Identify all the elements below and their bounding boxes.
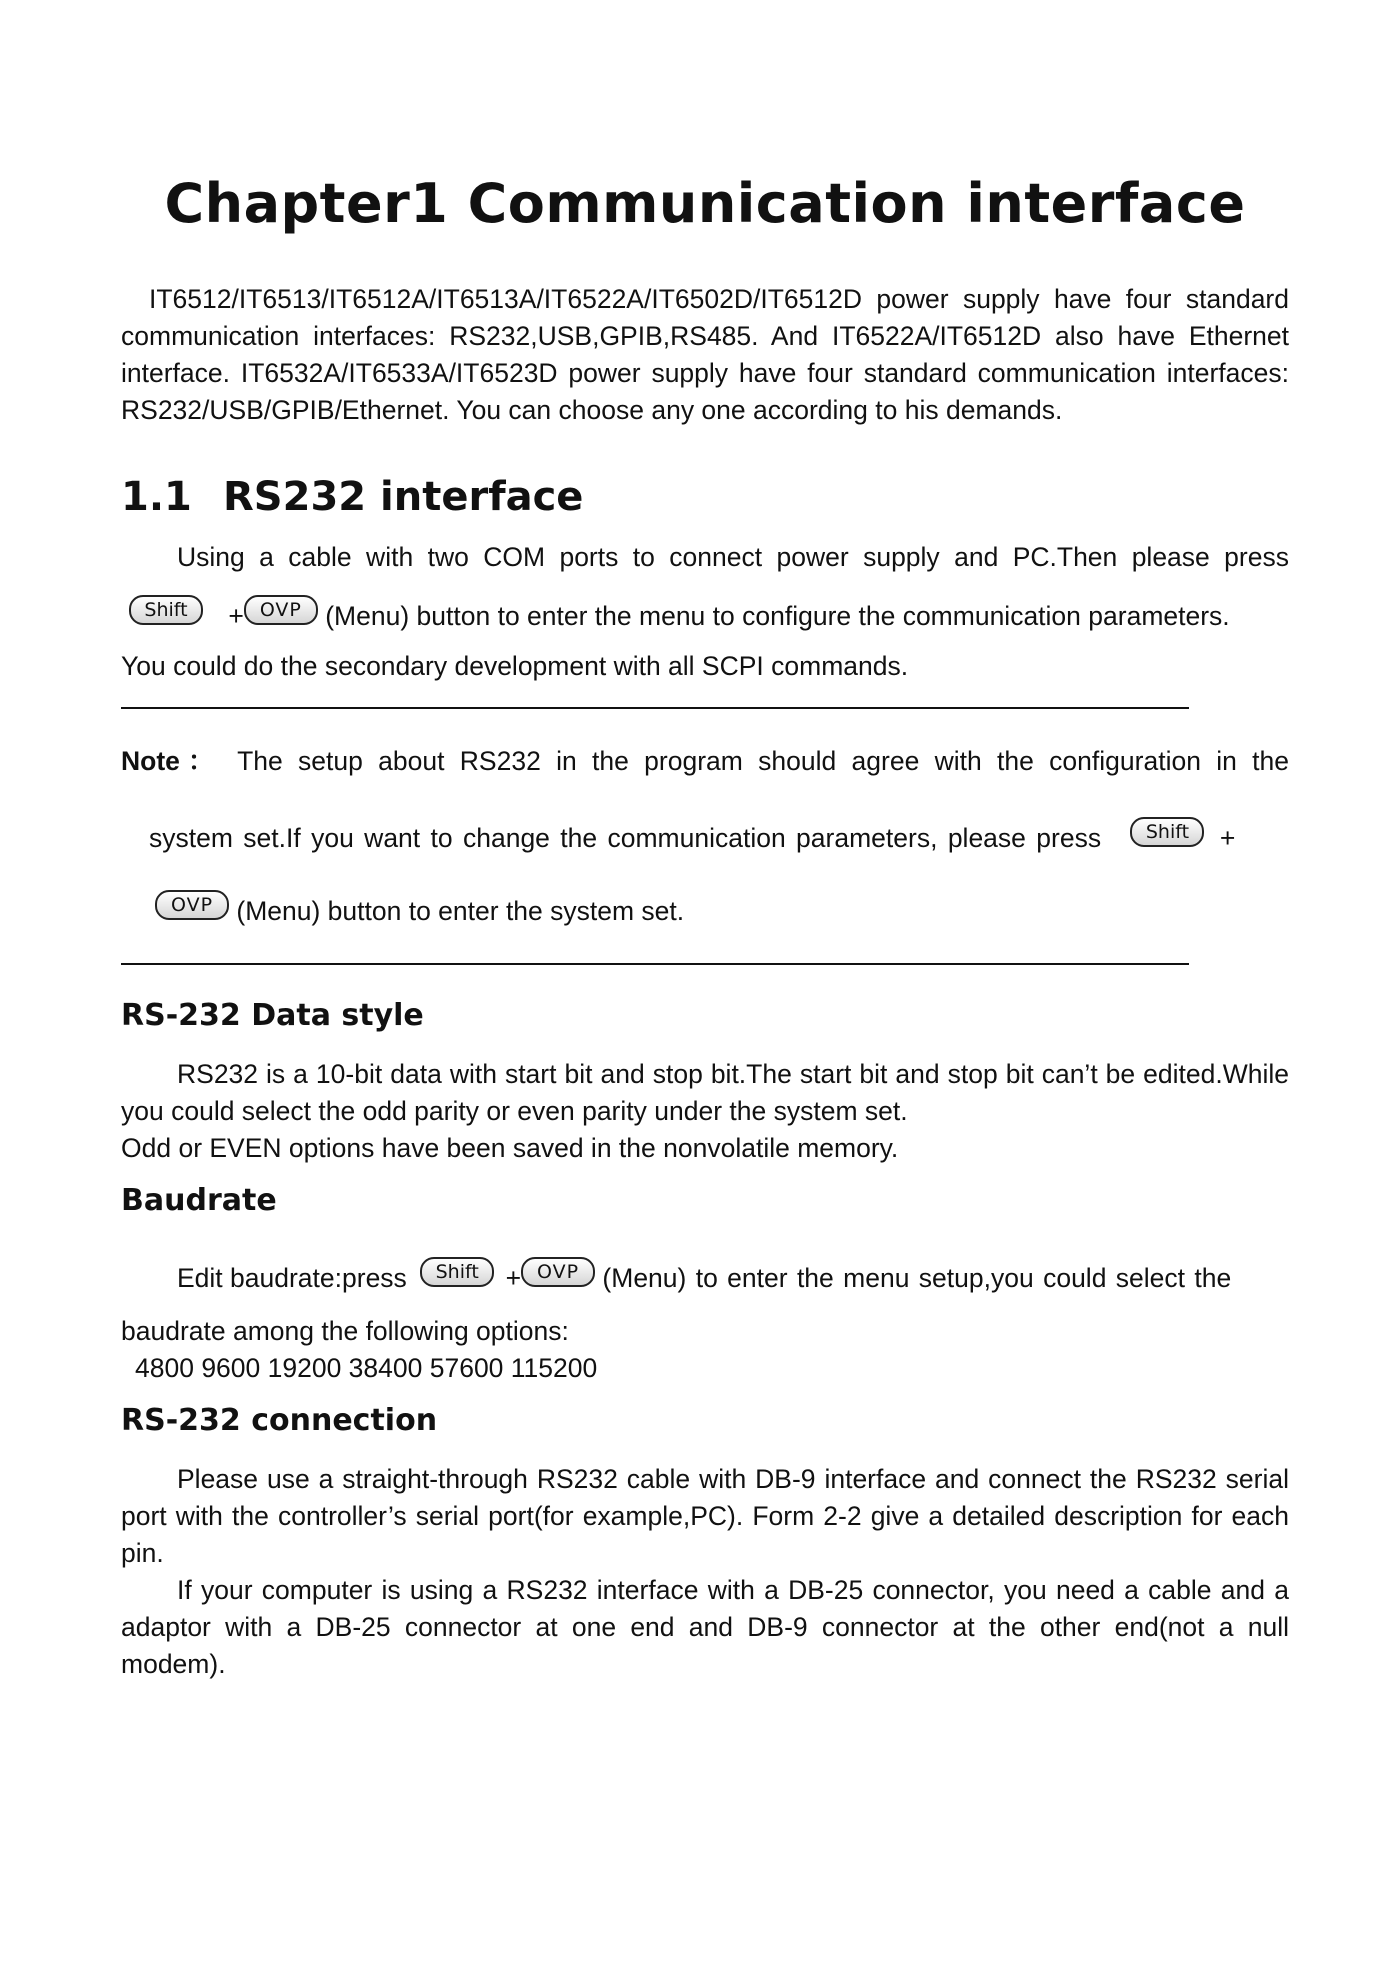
rs232-line-3-text: You could do the secondary development with all SCPI commands. <box>121 651 909 681</box>
ovp-key-icon: OVP <box>155 890 229 920</box>
baudrate-prefix: Edit baudrate:press <box>177 1263 407 1293</box>
connection-paragraph-2-text: If your computer is using a RS232 interface with a DB-25 connector, you need a cable and a adaptor with a DB-25 connector at one end and DB-9 connector at the other end(not a null modem). <box>121 1575 1289 1679</box>
connection-heading: RS-232 connection <box>121 1403 438 1438</box>
baudrate-line-2-text: baudrate among the following options: <box>121 1316 569 1346</box>
note-line-2 <box>149 820 1289 857</box>
rs232-line-3 <box>121 648 908 685</box>
section-heading-1-1 <box>121 474 583 520</box>
plus-sign: + <box>1219 823 1236 853</box>
rs232-line-2-text: (Menu) button to enter the menu to configure the communication parameters. <box>325 601 1230 631</box>
intro-paragraph <box>121 281 1289 429</box>
rs232-line-1 <box>177 539 1289 576</box>
note-line-3 <box>155 893 684 930</box>
baudrate-line-2 <box>121 1313 569 1350</box>
note-line-1-text: The setup about RS232 in the program should agree with the configuration in the <box>237 746 1289 776</box>
data-style-heading: RS-232 Data style <box>121 998 424 1033</box>
data-style-line-3 <box>121 1130 898 1167</box>
baudrate-line-1-text: (Menu) to enter the menu setup,you could select the <box>602 1263 1232 1293</box>
note-line-2-text: system set.If you want to change the communication parameters, please press <box>149 823 1102 853</box>
data-style-text: RS232 is a 10-bit data with start bit and stop bit.The start bit and stop bit can’t be edited.While you could select the odd parity or even parity under the system set. <box>121 1059 1289 1126</box>
baudrate-options-text: 4800 9600 19200 38400 57600 115200 <box>135 1353 598 1383</box>
note-top-divider <box>121 707 1189 709</box>
section-number: 1.1 <box>121 474 192 520</box>
note-line-1 <box>121 743 1289 780</box>
chapter-title: Chapter1 Communication interface <box>164 172 1246 235</box>
shift-key-icon: Shift <box>1130 817 1204 847</box>
note-line-3-text: (Menu) button to enter the system set. <box>236 896 685 926</box>
rs232-line-1-text: Using a cable with two COM ports to connect power supply and PC.Then please press <box>177 542 1289 572</box>
intro-text: IT6512/IT6513/IT6512A/IT6513A/IT6522A/IT6502D/IT6512D power supply have four standard communication interfaces: RS232,USB,GPIB,RS485. And IT6522A/IT6512D also have Ethernet interface. IT6532A/IT6533A/IT6523D power supply have four standard communication interfaces: RS232/USB/GPIB/Ethernet. You can choose any one according to his demands. <box>121 284 1289 425</box>
section-title: RS232 interface <box>223 474 584 520</box>
note-label: Note： <box>121 746 223 776</box>
connection-paragraph-2 <box>121 1572 1289 1683</box>
baudrate-line-1 <box>177 1260 1289 1297</box>
ovp-key-icon: OVP <box>521 1257 595 1287</box>
plus-sign: + <box>505 1263 522 1293</box>
note-bottom-divider <box>121 963 1189 965</box>
data-style-line-3-text: Odd or EVEN options have been saved in the nonvolatile memory. <box>121 1133 899 1163</box>
plus-sign: + <box>228 601 244 631</box>
rs232-line-2 <box>129 598 1230 635</box>
connection-paragraph-1 <box>121 1461 1289 1572</box>
shift-key-icon: Shift <box>129 595 203 625</box>
connection-paragraph-1-text: Please use a straight-through RS232 cable with DB-9 interface and connect the RS232 serial port with the controller’s serial port(for example,PC). Form 2-2 give a detailed description for each pin. <box>121 1464 1289 1568</box>
ovp-key-icon: OVP <box>244 595 318 625</box>
data-style-paragraph <box>121 1056 1289 1130</box>
baudrate-options <box>135 1350 597 1387</box>
baudrate-heading: Baudrate <box>121 1183 277 1218</box>
shift-key-icon: Shift <box>420 1257 494 1287</box>
